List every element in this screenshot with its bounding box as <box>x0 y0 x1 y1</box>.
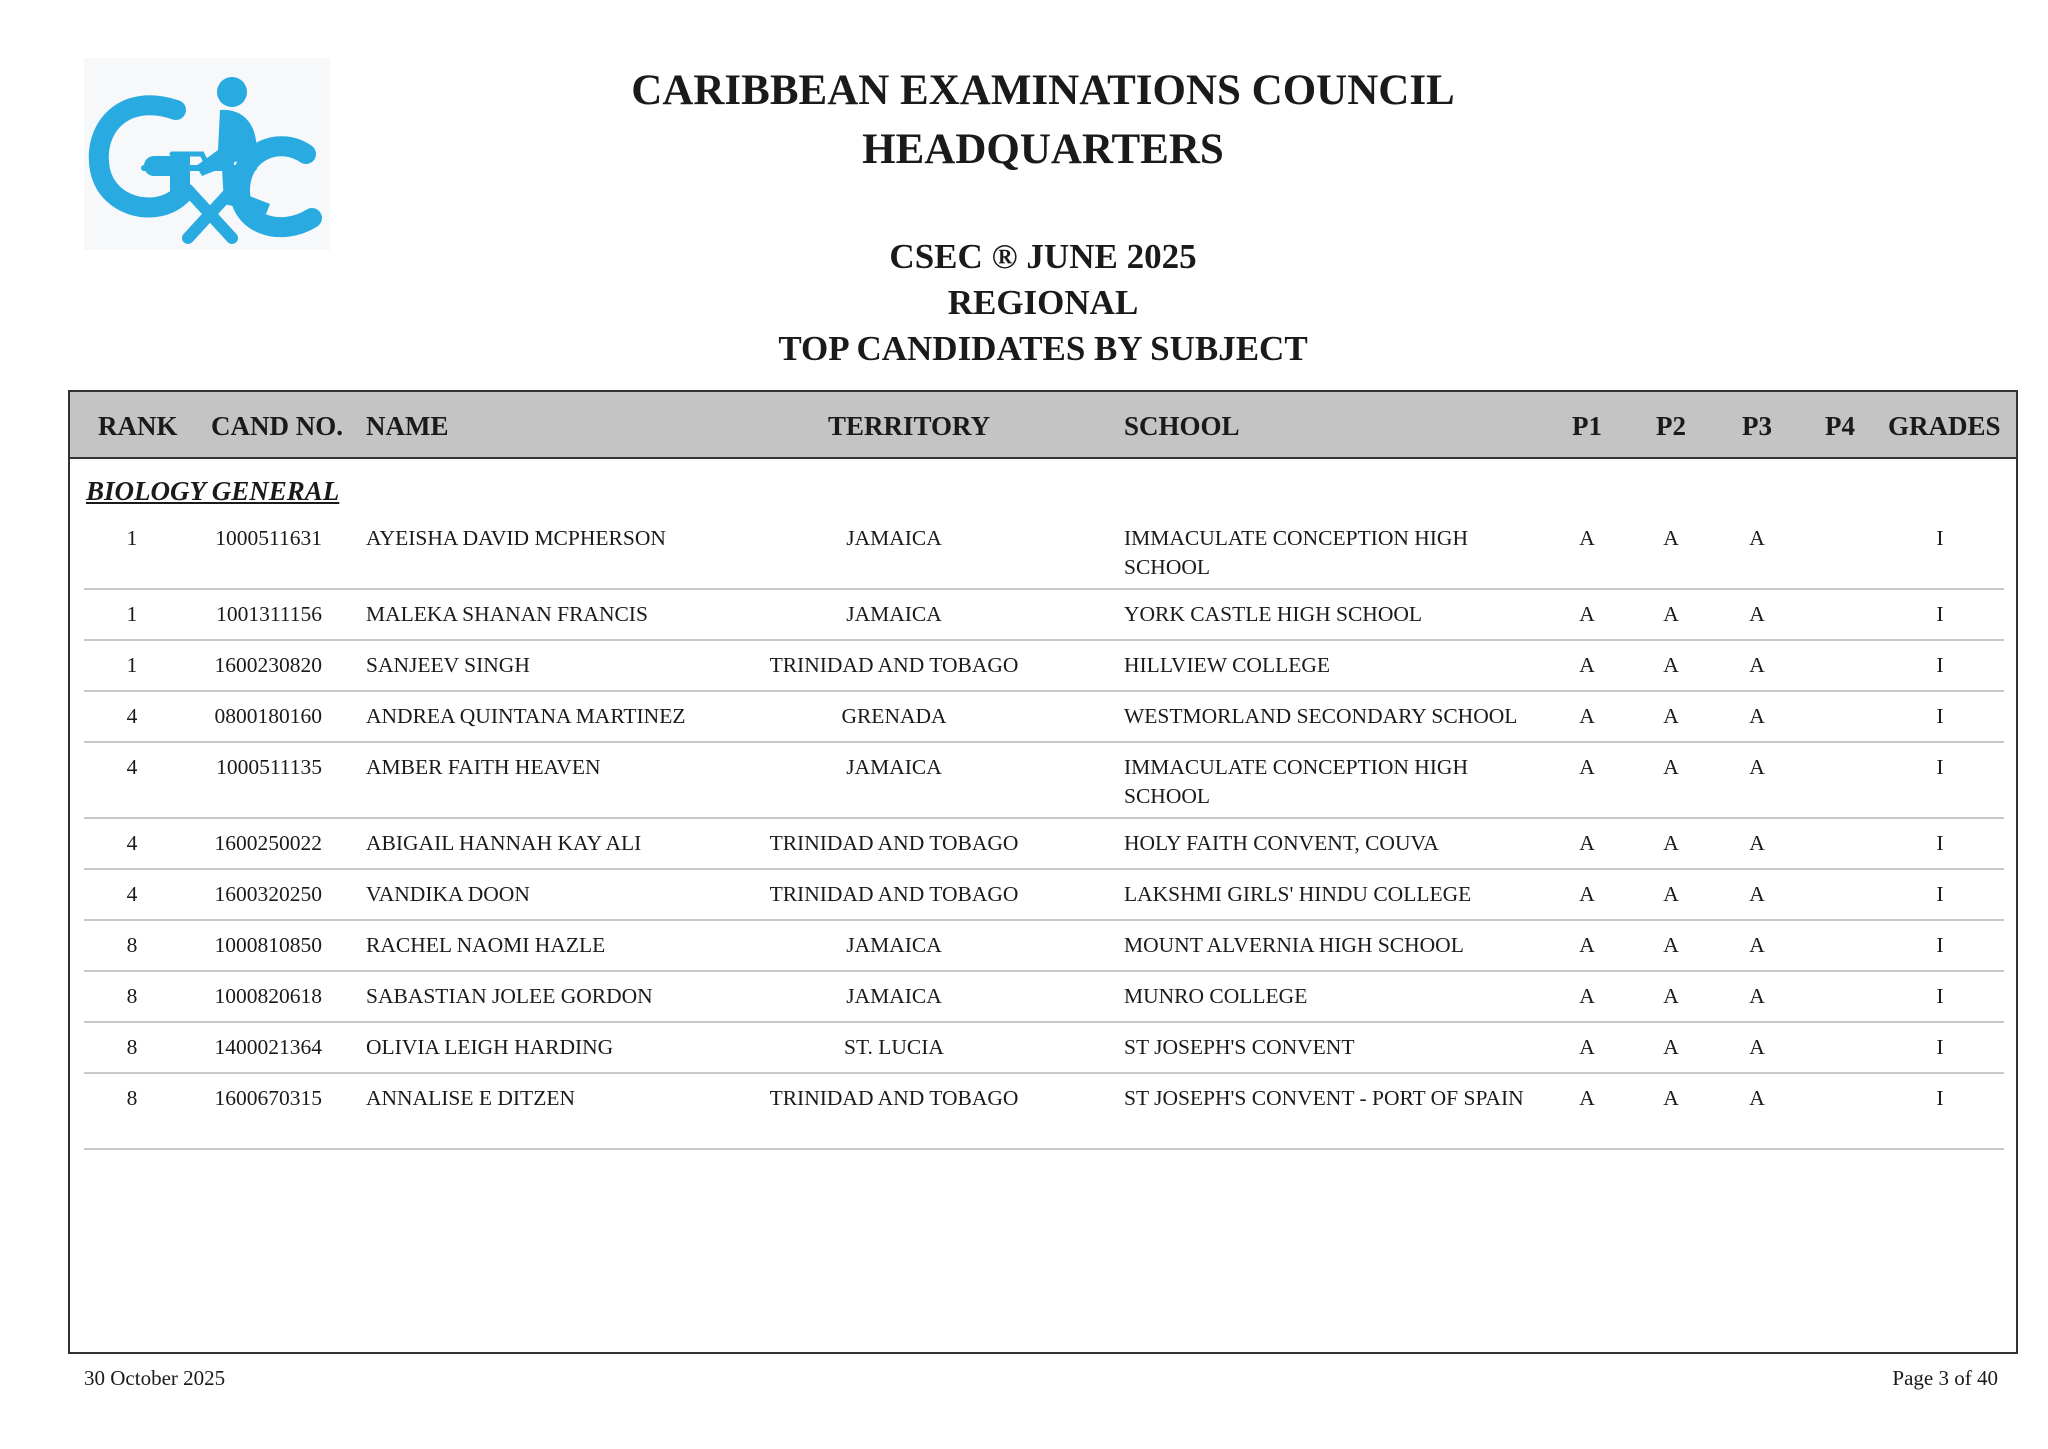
cand-no-cell: 0800180160 <box>214 704 322 728</box>
p1-cell-text: A <box>1579 984 1595 1008</box>
name-cell: AMBER FAITH HEAVEN <box>366 755 601 779</box>
territory-cell-text: TRINIDAD AND TOBAGO <box>769 1086 1019 1110</box>
p1-cell-text: A <box>1579 882 1595 906</box>
rank-cell-text: 8 <box>126 984 138 1008</box>
name-cell: SANJEEV SINGH <box>366 653 530 677</box>
territory-cell-text: JAMAICA <box>846 755 942 779</box>
cand-no-cell: 1400021364 <box>214 1035 322 1059</box>
p1-cell-text: A <box>1579 704 1595 728</box>
p3-cell-text: A <box>1749 704 1765 728</box>
rank-cell-text: 1 <box>126 653 138 677</box>
p2-cell-text: A <box>1663 831 1679 855</box>
grade-cell-text: I <box>1936 704 1944 728</box>
territory-cell-text: TRINIDAD AND TOBAGO <box>769 653 1019 677</box>
p2-cell-text: A <box>1663 933 1679 957</box>
table-row <box>84 1021 2004 1074</box>
name-cell: MALEKA SHANAN FRANCIS <box>366 602 648 626</box>
school-cell: IMMACULATE CONCEPTION HIGH SCHOOL <box>1124 526 1468 579</box>
table-row <box>84 588 2004 641</box>
exam-title: CSEC ® JUNE 2025 <box>889 237 1197 276</box>
school-cell: IMMACULATE CONCEPTION HIGH SCHOOL <box>1124 755 1468 808</box>
name-cell: VANDIKA DOON <box>366 882 530 906</box>
school-cell: MOUNT ALVERNIA HIGH SCHOOL <box>1124 933 1464 957</box>
cand-no-cell: 1000810850 <box>214 933 322 957</box>
p3-cell-text: A <box>1749 933 1765 957</box>
school-cell: LAKSHMI GIRLS' HINDU COLLEGE <box>1124 882 1472 906</box>
p2-cell-text: A <box>1663 984 1679 1008</box>
footer-page-number: Page 3 of 40 <box>1892 1366 1998 1390</box>
territory-cell-text: TRINIDAD AND TOBAGO <box>769 882 1019 906</box>
p3-cell-text: A <box>1749 602 1765 626</box>
rank-cell-text: 1 <box>126 526 138 550</box>
cand-no-cell: 1600230820 <box>214 653 322 677</box>
territory-cell-text: GRENADA <box>841 704 947 728</box>
school-cell: WESTMORLAND SECONDARY SCHOOL <box>1124 704 1518 728</box>
p3-cell-text: A <box>1749 984 1765 1008</box>
territory-cell-text: TRINIDAD AND TOBAGO <box>769 831 1019 855</box>
grade-cell-text: I <box>1936 933 1944 957</box>
grade-cell-text: I <box>1936 602 1944 626</box>
subject-heading: BIOLOGY GENERAL <box>86 476 340 506</box>
p2-cell-text: A <box>1663 1086 1679 1110</box>
rank-cell-text: 4 <box>126 755 138 779</box>
table-row <box>84 817 2004 870</box>
col-cand-header: CAND NO. <box>211 411 343 441</box>
name-cell: ANDREA QUINTANA MARTINEZ <box>366 704 686 728</box>
p3-cell-text: A <box>1749 755 1765 779</box>
name-cell: ANNALISE E DITZEN <box>366 1086 575 1110</box>
table-row <box>84 690 2004 743</box>
school-cell: HILLVIEW COLLEGE <box>1124 653 1331 677</box>
col-p4-header: P4 <box>1825 411 1855 441</box>
grade-cell-text: I <box>1936 526 1944 550</box>
p3-cell-text: A <box>1749 831 1765 855</box>
grade-cell-text: I <box>1936 984 1944 1008</box>
territory-cell-text: JAMAICA <box>846 526 942 550</box>
name-cell: AYEISHA DAVID MCPHERSON <box>366 526 666 550</box>
rank-cell-text: 4 <box>126 831 138 855</box>
p3-cell-text: A <box>1749 882 1765 906</box>
rank-cell-text: 8 <box>126 933 138 957</box>
organization-title: CARIBBEAN EXAMINATIONS COUNCIL <box>631 67 1455 114</box>
p1-cell-text: A <box>1579 653 1595 677</box>
table-row <box>84 512 2004 590</box>
grade-cell-text: I <box>1936 1035 1944 1059</box>
table-row <box>84 868 2004 921</box>
territory-cell-text: JAMAICA <box>846 933 942 957</box>
school-cell: HOLY FAITH CONVENT, COUVA <box>1124 831 1439 855</box>
cand-no-cell: 1600670315 <box>214 1086 322 1110</box>
rank-cell-text: 8 <box>126 1086 138 1110</box>
cand-no-cell: 1000511135 <box>216 755 322 779</box>
col-rank-header: RANK <box>98 411 178 441</box>
grade-cell-text: I <box>1936 882 1944 906</box>
p1-cell-text: A <box>1579 933 1595 957</box>
cand-no-cell: 1600250022 <box>214 831 322 855</box>
p3-cell-text: A <box>1749 526 1765 550</box>
p2-cell-text: A <box>1663 602 1679 626</box>
cand-no-cell: 1600320250 <box>214 882 322 906</box>
table-row <box>84 639 2004 692</box>
cand-no-cell: 1001311156 <box>216 602 322 626</box>
p2-cell-text: A <box>1663 882 1679 906</box>
school-cell: ST JOSEPH'S CONVENT - PORT OF SPAIN <box>1124 1086 1524 1110</box>
col-territory-header: TERRITORY <box>828 411 991 441</box>
name-cell: SABASTIAN JOLEE GORDON <box>366 984 653 1008</box>
rank-cell-text: 4 <box>126 882 138 906</box>
p2-cell-text: A <box>1663 653 1679 677</box>
p1-cell-text: A <box>1579 755 1595 779</box>
table-header <box>70 392 2016 459</box>
p3-cell-text: A <box>1749 653 1765 677</box>
school-cell: ST JOSEPH'S CONVENT <box>1124 1035 1355 1059</box>
p1-cell-text: A <box>1579 602 1595 626</box>
p1-cell-text: A <box>1579 1086 1595 1110</box>
footer-date: 30 October 2025 <box>84 1366 226 1390</box>
organization-subtitle: HEADQUARTERS <box>862 126 1224 173</box>
results-table <box>68 390 2018 1354</box>
table-row <box>84 1072 2004 1150</box>
name-cell: RACHEL NAOMI HAZLE <box>366 933 606 957</box>
grade-cell-text: I <box>1936 755 1944 779</box>
grade-cell-text: I <box>1936 831 1944 855</box>
grade-cell-text: I <box>1936 1086 1944 1110</box>
cand-no-cell: 1000511631 <box>215 526 322 550</box>
col-p1-header: P1 <box>1572 411 1602 441</box>
col-name-header: NAME <box>366 411 449 441</box>
territory-cell-text: JAMAICA <box>846 602 942 626</box>
scope-title: REGIONAL <box>947 283 1139 322</box>
p3-cell-text: A <box>1749 1035 1765 1059</box>
grade-cell-text: I <box>1936 653 1944 677</box>
col-grades-header: GRADES <box>1888 411 2001 441</box>
rank-cell-text: 4 <box>126 704 138 728</box>
school-cell: MUNRO COLLEGE <box>1124 984 1308 1008</box>
col-p3-header: P3 <box>1742 411 1772 441</box>
rank-cell-text: 1 <box>126 602 138 626</box>
p3-cell-text: A <box>1749 1086 1765 1110</box>
p2-cell-text: A <box>1663 755 1679 779</box>
col-school-header: SCHOOL <box>1124 411 1240 441</box>
name-cell: ABIGAIL HANNAH KAY ALI <box>366 831 642 855</box>
p1-cell-text: A <box>1579 831 1595 855</box>
rank-cell-text: 8 <box>126 1035 138 1059</box>
col-p2-header: P2 <box>1656 411 1686 441</box>
name-cell: OLIVIA LEIGH HARDING <box>366 1035 614 1059</box>
table-row <box>84 919 2004 972</box>
school-cell: YORK CASTLE HIGH SCHOOL <box>1124 602 1423 626</box>
p1-cell-text: A <box>1579 526 1595 550</box>
report-title: TOP CANDIDATES BY SUBJECT <box>778 329 1308 368</box>
territory-cell-text: JAMAICA <box>846 984 942 1008</box>
p2-cell-text: A <box>1663 1035 1679 1059</box>
p1-cell-text: A <box>1579 1035 1595 1059</box>
p2-cell-text: A <box>1663 704 1679 728</box>
territory-cell-text: ST. LUCIA <box>844 1035 944 1059</box>
table-row <box>84 970 2004 1023</box>
p2-cell-text: A <box>1663 526 1679 550</box>
table-row <box>84 741 2004 819</box>
cand-no-cell: 1000820618 <box>214 984 322 1008</box>
